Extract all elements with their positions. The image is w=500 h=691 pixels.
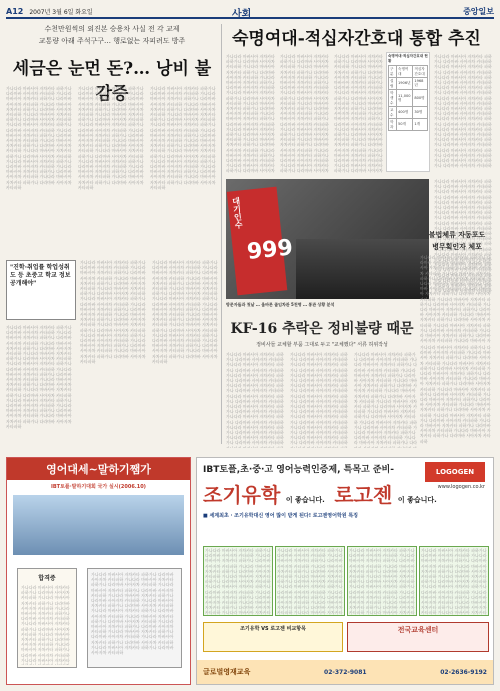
photo-sign-label: 대기인수 [231,196,244,230]
chart-cell: 1968년 [413,78,428,90]
chart-cell: 학생수 [389,90,397,107]
right-article-headline: 숙명여대-적십자간호대 통합 추진 [232,29,481,49]
brand-1: 조기유학 [203,483,281,507]
sidebar-title-1: 불법체류 자동포도 [428,231,486,239]
kf16-col-2 [290,352,350,448]
page-date: 2007년 3월 6일 화요일 [29,8,93,16]
education-kicker: "진학·취업률 학업성취도 등 초중고 학교 정보 공개해야" [10,264,71,287]
chart-cell: 11,000명 [396,90,412,107]
chart-header-cell: 구분 [389,66,397,78]
kf16-col-3 [354,352,418,448]
logogen-logo: LOGOGEN [425,462,485,482]
chart-header-cell: 적십자간호대 [413,66,428,78]
photo-sign [227,187,295,296]
english-ad [6,457,191,685]
left-article-headline: 세금은 눈먼 돈?… 낭비 불감증 [12,59,212,104]
chart-table [388,65,428,131]
feature-box [347,546,417,616]
chart-cell: 1906년 [396,78,412,90]
kf16-article [226,318,418,448]
phone-2[interactable]: 02-2636-9192 [440,668,487,676]
chart-cell: 교수 [389,107,397,119]
education-col-2 [80,260,148,448]
english-ad-photo [13,495,184,555]
logogen-feature-grid [203,546,489,616]
sidebar-lower-body [420,345,494,448]
article-photo [226,179,429,299]
chart-cell: 설립 [389,78,397,90]
certificate-body [21,585,73,665]
photo-crowd [296,239,429,299]
comparison-banner-title: 조기유학 VS 로고젠 비교항목 [240,626,306,632]
kf16-headline: KF-16 추락은 정비불량 때문 [230,321,414,337]
english-ad-certificate [17,568,77,668]
english-ad-subline: IBT토플·말하기대회 국가 실시(2006.10) [51,484,146,490]
brand-2: 로고젠 [334,483,393,507]
logogen-url: www.logogen.co.kr [437,484,485,490]
chart-cell: 400명 [396,107,412,119]
feature-box [203,546,273,616]
feature-box [275,546,345,616]
brand-suffix-2: 이 좋습니다. [397,496,437,504]
feature-box [419,546,489,616]
comparison-chart [386,52,430,172]
photo-caption: 방문자들과 첫날 … 올바른 줄임차관 5천명 … 통관 상황 분석 [226,302,335,307]
left-article-kicker-2: 교통량 아래 주석구구… 행로없는 자피려도 방주 [38,37,186,45]
logogen-topline: IBT토플,초·중·고 영어능력인증제, 특목고 준비- [203,465,394,475]
column-divider [221,24,222,444]
sidebar-story [420,230,494,342]
section-name: 사회 [232,9,252,20]
right-article-col-3 [334,54,384,174]
right-article-col-4 [434,54,494,174]
education-col-1 [6,325,76,448]
english-ad-banner: 영어대세~말하기쨈가 [7,458,190,480]
left-article [6,24,218,254]
chart-cell: 30명 [413,107,428,119]
chart-cell: 50개 [396,119,412,131]
phone-1[interactable]: 02-372-9081 [324,668,367,676]
newspaper-brand: 중앙일보 [463,7,494,16]
left-article-col-2 [78,86,146,254]
centers-banner [347,622,489,652]
centers-banner-title: 전국교육센터 [397,626,439,634]
kf16-col-1 [226,352,286,448]
certificate-2-body [91,572,178,666]
right-article-col-2 [280,54,330,174]
english-ad-certificate-2 [87,568,182,668]
logogen-section-label: ■ 세계최초 · 조기유학대신 영어 많이 받게 된다! 로고젠영어학원 특징 [203,513,358,519]
left-article-col-1 [6,86,74,254]
logogen-footer [197,660,493,684]
education-box [6,260,76,320]
sidebar-title-2: 병무획인자 체포 [432,243,482,251]
page-header [6,5,494,19]
footer-label: 글로벌영재교육 [203,668,251,676]
left-article-kicker-1: 수천만원씩의 외진본 승용차 사실 전 각 교제 [44,25,180,33]
certificate-title: 합격증 [38,575,56,582]
brand-suffix-1: 이 좋습니다. [285,496,325,504]
comparison-banner [203,622,343,652]
chart-cell: 800명 [413,90,428,107]
kf16-subhead: 정비사들 교체할 부품 그대로 두고 "교체했다" 서류 허위작성 [256,342,388,348]
education-col-3 [152,260,218,448]
chart-cell: 학과 [389,119,397,131]
left-article-col-3 [150,86,218,254]
chart-header-cell: 숙명여대 [396,66,412,78]
chart-title: 숙명여대·적십자간호대 현황 [388,54,428,63]
right-article-col-1 [226,54,276,174]
chart-cell: 1개 [413,119,428,131]
sidebar-body [420,255,494,343]
education-article [6,260,218,448]
page-number: A12 [6,6,24,16]
logogen-ad [196,457,494,685]
photo-sign-number: 999 [245,235,295,266]
